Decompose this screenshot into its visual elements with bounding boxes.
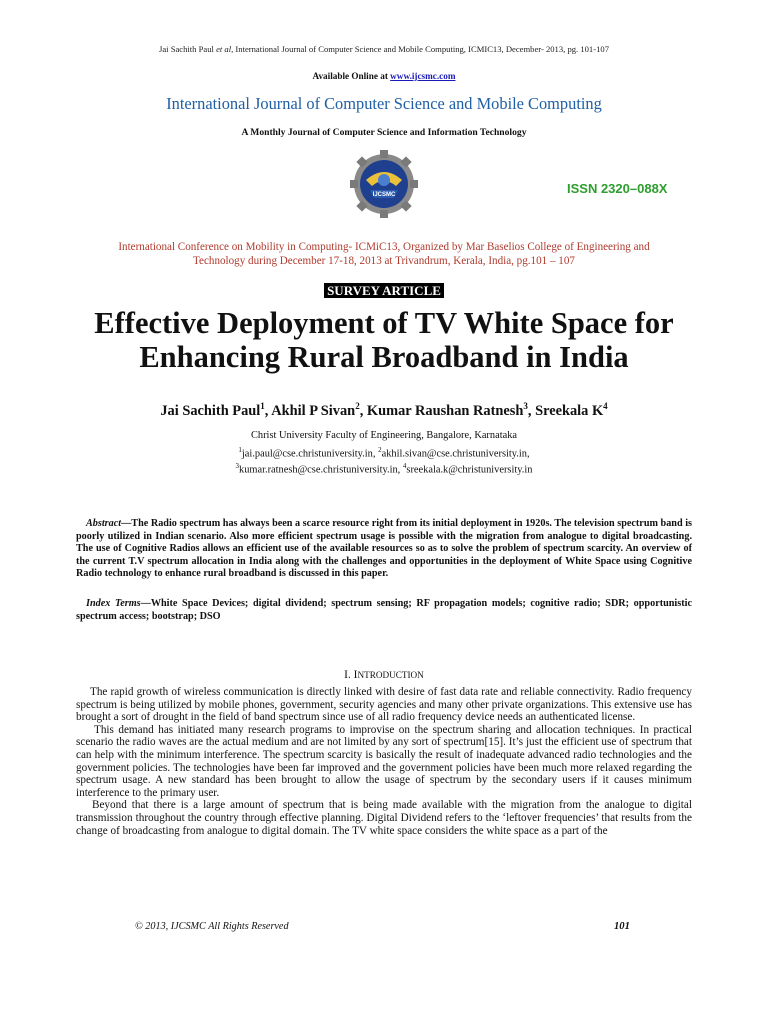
body-text <box>76 686 692 837</box>
available-online: Available Online at www.ijcsmc.com <box>312 71 456 81</box>
body-paragraph: This demand has initiated many research programs to improvise on the spectrum sharing and allocation techniques. In practical scenario the radio waves are the actual medium and are not limited by any sort of spectrum[15]. It’s just the efficient use of spectrum that can help with the minimum interference. The spectrum scarcity is basically the result of inadequate advanced radio technologies and the government policies. The technologies have been far improved and the government policies have been much more relaxed regarding the spectrum usage. A new standard has been brought to allow the usage of spectrum by the secondary users if it causes minimum interference to the primary user. <box>76 723 692 799</box>
author-name: Jai Sachith Paul <box>160 402 261 419</box>
logo-text: IJCSMC <box>372 192 396 198</box>
article-type-row <box>0 282 768 300</box>
journal-title: International Journal of Computer Science and Mobile Computing <box>166 94 602 113</box>
abstract-label: Abstract <box>86 518 122 529</box>
title-line-1: Effective Deployment of TV White Space for <box>94 306 674 340</box>
author-list: Jai Sachith Paul$^1$, Akhil P Sivan$^2$, Kumar Raushan Ratnesh$^3$, Sreekala $K^4$ <box>160 401 608 419</box>
body-paragraph: Beyond that there is a large amount of spectrum that is being made available with the migration from the analogue to digital transmission throughout the country through effective planning. Digital Dividend refers to the ‘leftover frequencies’ that results from the change of broadcasting from analogue to digital domain. The TV white space considers the white space as a part of the <box>76 799 692 837</box>
index-terms-text: —White Space Devices; digital dividend; spectrum sensing; RF propagation models; cognitive radio; SDR; opportunistic spectrum access; bootstrap; DSO <box>76 598 692 622</box>
author-email: akhil.sivan@cse.christuniversity.in, <box>381 448 530 460</box>
abstract <box>76 518 692 581</box>
running-header: Jai Sachith Paul et al, International Journal of Computer Science and Mobile Computing, ICMIC13, December- 2013, pg. 101-107 <box>159 44 609 54</box>
author-email: jai.paul@cse.christuniversity.in, <box>241 448 376 460</box>
page-number: 101 <box>614 921 630 932</box>
author-email: kumar.ratnesh@cse.christuniversity.in, <box>239 464 401 476</box>
body-paragraph: The rapid growth of wireless communication is directly linked with desire of fast data rate and reliable connectivity. Radio frequency spectrum is being utilized by mobile phones, government, security agencies and many other private organizations. This extensive use has brought a sort of drought in the field of band spectrum since use of all radio frequency device needs an authenticated license. <box>76 686 692 724</box>
author-name: Akhil P Sivan <box>271 402 356 419</box>
journal-logo <box>336 150 432 218</box>
title-line-2: Enhancing Rural Broadband in India <box>139 340 629 374</box>
article-type-label: SURVEY ARTICLE <box>324 283 444 298</box>
journal-subtitle: A Monthly Journal of Computer Science and Information Technology <box>241 127 527 138</box>
email-line-1: $^1$jai.paul@cse.christuniversity.in, $^2$akhil.sivan@cse.christuniversity.in, <box>238 446 530 460</box>
email-line-2: $^3$kumar.ratnesh@cse.christuniversity.in, $^4$sreekala.k@christuniversity.in <box>235 462 533 476</box>
index-terms <box>76 598 692 623</box>
footer-copyright: © 2013, IJCSMC All Rights Reserved <box>135 921 289 932</box>
author-email: sreekala.k@christuniversity.in <box>406 464 533 476</box>
issn-number: ISSN 2320–088X <box>567 181 668 196</box>
index-terms-label: Index Terms <box>86 598 141 609</box>
journal-link[interactable]: www.ijcsmc.com <box>390 71 456 81</box>
author-name: Kumar Raushan Ratnesh <box>366 402 524 419</box>
author-name: Sreekala K <box>535 402 604 419</box>
abstract-text: —The Radio spectrum has always been a scarce resource right from its initial deployment in 1920s. The television spectrum band is poorly utilized in Indian scenario. Also more efficient spectrum usage is possible with the migration from analogue to digital broadcasting. The use of Cognitive Radios allows an efficient use of the available resources so as to solve the problem of spectrum scarcity. An overview of the current T.V spectrum allocation in India along with the challenges and opportunities in the deployment of White Space using Cognitive Radio technology to enhance rural broadband is discussed in this paper. <box>76 518 692 580</box>
section-heading-introduction: I. INTRODUCTION <box>344 669 424 681</box>
affiliation: Christ University Faculty of Engineering, Bangalore, Karnataka <box>250 430 518 441</box>
gear-icon <box>350 150 418 218</box>
conference-info: International Conference on Mobility in Computing- ICMiC13, Organized by Mar Baselios College of Engineering and Technology during December 17-18, 2013 at Trivandrum, Kerala, India, pg.101 – 107 <box>118 241 650 267</box>
paper-title <box>0 306 768 374</box>
